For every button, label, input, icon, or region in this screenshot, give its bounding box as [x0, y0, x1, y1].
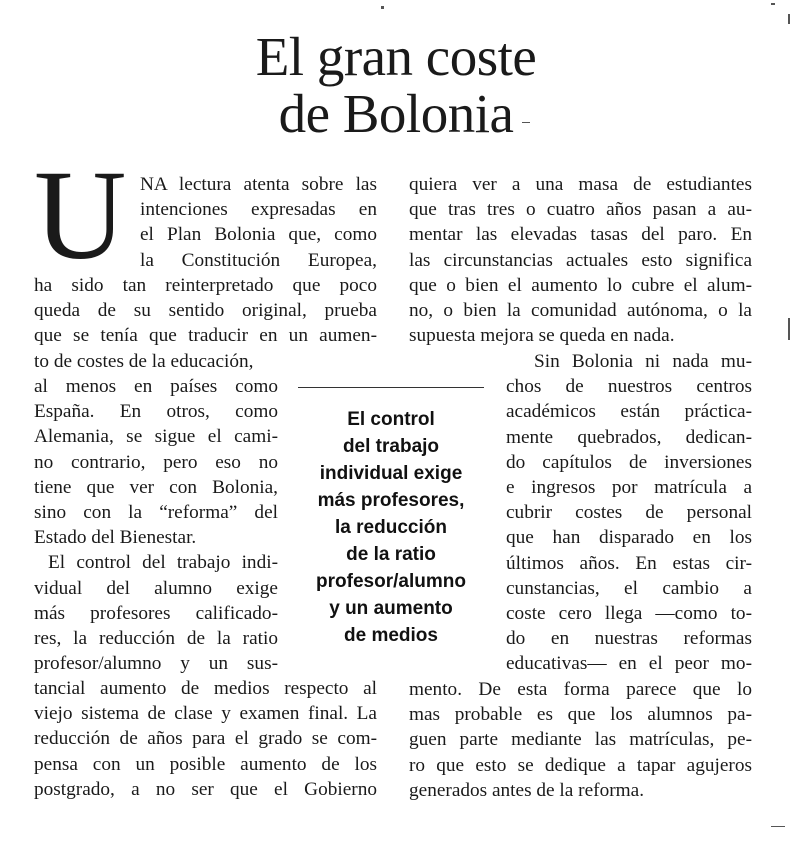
text-line: NA lectura atenta sobre las	[140, 174, 377, 195]
text-line: sino con la “reforma” del	[34, 501, 278, 523]
drop-cap: U	[34, 144, 127, 286]
text-line: guen parte mediante las matrículas, pe-	[409, 729, 752, 751]
text-line: últimos años. En estas cir-	[506, 552, 752, 574]
text-line: supuesta mejora se queda en nada.	[409, 325, 675, 347]
text-line: que se tenía que traducir en un aumen-	[34, 325, 377, 347]
headline-line-1: El gran coste	[255, 26, 537, 87]
text-line: ro que esto se dedique a tapar agujeros	[409, 754, 752, 776]
text-line: no, o bien la comunidad autónoma, o la	[409, 299, 752, 321]
text-line: mentar las elevadas tasas del paro. En	[409, 224, 752, 246]
left-column-intro	[140, 172, 377, 273]
pull-quote-line: de medios	[344, 625, 438, 646]
scan-speck	[788, 14, 790, 24]
headline-line-2: de Bolonia	[278, 83, 514, 144]
text-line: res, la reducción de la ratio	[34, 627, 278, 649]
text-line: Estado del Bienestar.	[34, 527, 197, 549]
text-line: Alemania, se sigue el cami-	[34, 426, 278, 448]
pull-quote-line: individual exige	[319, 463, 463, 484]
text-line: mas probable es que los alumnos pa-	[409, 704, 752, 726]
left-column-bottom	[34, 676, 377, 802]
headline	[0, 28, 792, 142]
text-line: e ingresos por matrícula a	[506, 476, 752, 498]
text-line: chos de nuestros centros	[506, 376, 752, 398]
text-line: intenciones expresadas en	[140, 199, 377, 221]
text-line: to de costes de la educación,	[34, 350, 254, 372]
text-line: generados antes de la reforma.	[409, 779, 645, 801]
text-line: quiera ver a una masa de estudiantes	[409, 174, 752, 195]
text-line: mento. De esta forma parece que lo	[409, 679, 752, 700]
scan-speck	[771, 826, 785, 827]
text-line: el Plan Bolonia que, como	[140, 224, 377, 246]
scan-speck	[381, 6, 384, 9]
right-column-narrow	[506, 349, 752, 676]
text-line: vidual del alumno exige	[34, 577, 278, 599]
text-line: educativas— en el peor mo-	[506, 653, 752, 675]
right-column-bottom	[409, 677, 752, 803]
text-line: cubrir costes de personal	[506, 502, 752, 524]
pull-quote	[298, 387, 484, 649]
text-line: profesor/alumno y un sus-	[34, 653, 278, 675]
pull-quote-line: del trabajo	[342, 436, 440, 457]
right-column-top	[409, 172, 752, 348]
text-line: al menos en países como	[34, 376, 278, 397]
text-line: queda de su sentido original, prueba	[34, 300, 377, 322]
text-line: la Constitución Europea,	[140, 249, 377, 271]
text-line: tiene que ver con Bolonia,	[34, 476, 278, 498]
text-line: mente quebrados, dedican-	[506, 426, 752, 448]
left-column-full	[34, 273, 377, 374]
scan-speck	[522, 122, 530, 123]
left-column-narrow	[34, 374, 278, 676]
text-line: tancial aumento de medios respecto al	[34, 678, 377, 699]
text-line: que han disparado en los	[506, 527, 752, 549]
pull-quote-line: y un aumento	[329, 598, 453, 619]
text-line: do capítulos de inversiones	[506, 451, 752, 473]
text-line: do en nuestras reformas	[506, 628, 752, 650]
text-line: coste cero llega —como to-	[506, 602, 752, 624]
text-line: académicos están práctica-	[506, 401, 752, 423]
text-line: las circunstancias actuales esto significa	[409, 249, 752, 271]
pull-quote-line: profesor/alumno	[316, 571, 466, 592]
text-line: ha sido tan reinterpretado que poco	[34, 275, 377, 296]
text-line: Sin Bolonia ni nada mu-	[534, 351, 752, 372]
text-line: que o bien el aumento lo cubre el alum-	[409, 274, 752, 296]
pull-quote-line: El control	[347, 409, 435, 430]
text-line: viejo sistema de clase y examen final. La	[34, 703, 377, 725]
pull-quote-line: más profesores,	[317, 490, 465, 511]
pull-quote-line: de la ratio	[346, 544, 436, 565]
text-line: más profesores calificado-	[34, 602, 278, 624]
text-line: España. En otros, como	[34, 401, 278, 423]
text-line: pensa con un posible aumento de los	[34, 753, 377, 775]
scan-speck	[788, 318, 790, 340]
text-line: que tras tres o cuatro años pasan a au-	[409, 199, 752, 221]
pull-quote-line: la reducción	[335, 517, 447, 538]
text-line: reducción de años para el grado se com-	[34, 728, 377, 750]
scan-speck	[771, 3, 775, 5]
text-line: El control del trabajo indi-	[48, 552, 278, 574]
text-line: postgrado, a no ser que el Gobierno	[34, 778, 377, 800]
text-line: no contrario, pero eso no	[34, 451, 278, 473]
text-line: cunstancias, el cambio a	[506, 577, 752, 599]
